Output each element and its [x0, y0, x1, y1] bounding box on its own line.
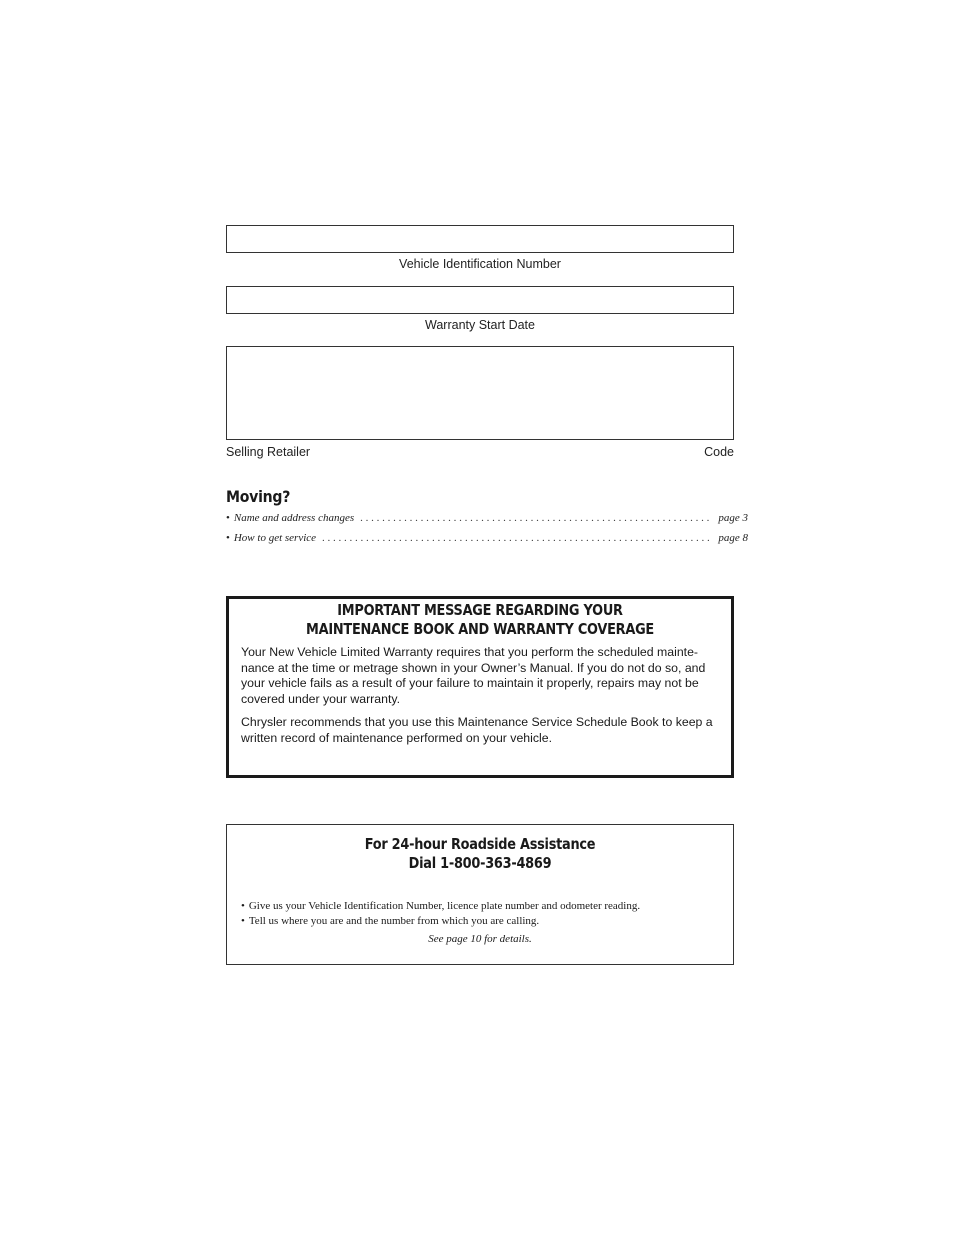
- list-item: • Give us your Vehicle Identification Number, licence plate number and odometer reading.: [241, 899, 733, 914]
- selling-retailer-field-box[interactable]: [226, 346, 734, 440]
- important-paragraph-2: Chrysler recommends that you use this Maintenance Service Schedule Book to keep a written record of maintenance performed on your vehicle.: [241, 715, 713, 745]
- toc-item-page: page 3: [718, 512, 748, 524]
- roadside-phone: Dial 1-800-363-4869: [408, 854, 552, 872]
- roadside-assistance-box: [226, 824, 734, 965]
- important-title-line1: IMPORTANT MESSAGE REGARDING YOUR: [337, 601, 623, 619]
- dot-leader: [322, 532, 712, 544]
- roadside-instructions: [227, 899, 733, 929]
- roadside-title-line1: For 24-hour Roadside Assistance: [364, 835, 596, 853]
- toc-item-page: page 8: [718, 532, 748, 544]
- warranty-date-field-box[interactable]: [226, 286, 734, 314]
- toc-item-name-address: [226, 512, 748, 524]
- selling-retailer-label: Selling Retailer: [226, 445, 311, 459]
- warranty-date-label: Warranty Start Date: [425, 318, 535, 332]
- toc-item-text: How to get service: [233, 532, 317, 544]
- bullet-icon: •: [226, 532, 230, 544]
- code-label: Code: [704, 445, 734, 459]
- important-title-line2: MAINTENANCE BOOK AND WARRANTY COVERAGE: [306, 620, 654, 638]
- vin-label: Vehicle Identification Number: [399, 257, 561, 271]
- toc-item-get-service: [226, 532, 748, 544]
- roadside-title: [227, 835, 733, 873]
- moving-heading: Moving?: [226, 487, 291, 506]
- roadside-note: See page 10 for details.: [428, 933, 532, 945]
- toc-item-text: Name and address changes: [233, 512, 355, 524]
- vin-field-box[interactable]: [226, 225, 734, 253]
- important-message-title: [241, 601, 719, 639]
- list-item: • Tell us where you are and the number from which you are calling.: [241, 914, 733, 929]
- dot-leader: [360, 512, 712, 524]
- important-message-box: [226, 596, 734, 778]
- bullet-icon: •: [226, 512, 230, 524]
- important-paragraph-1: Your New Vehicle Limited Warranty requires that you perform the scheduled mainte- nance at the time or metrage shown in your Owner’s Manual. If you do not do so, and your vehicle fails as a result of your failure to maintain it properly, repairs may not be covered under your warranty.: [241, 645, 706, 706]
